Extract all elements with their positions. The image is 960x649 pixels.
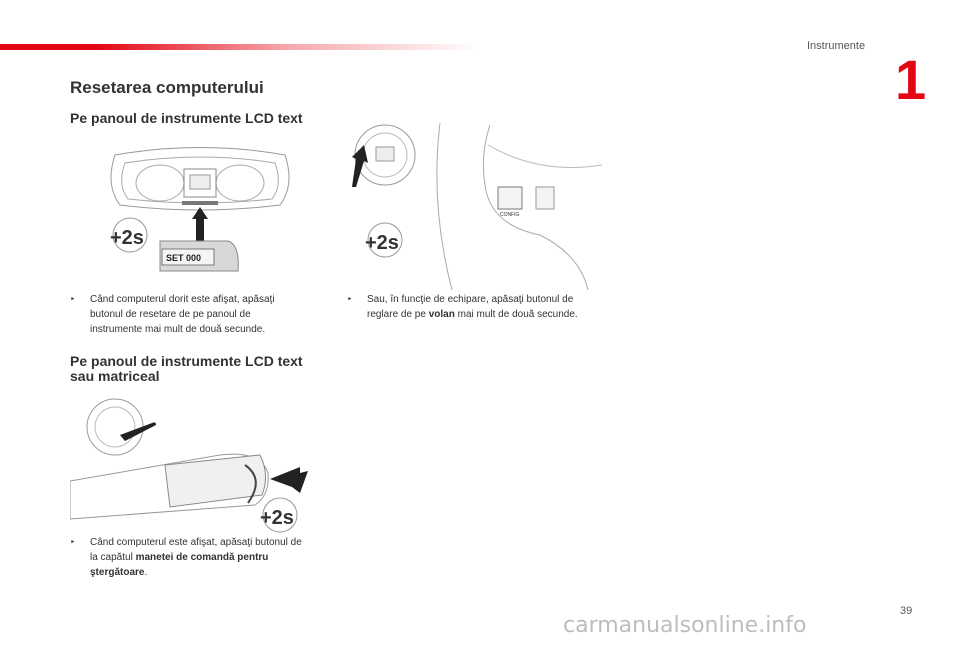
pointer-arrow-icon [192,207,208,241]
timer-2s-label: +2s [110,227,144,249]
instruction-text: Sau, în funcţie de echipare, apăsaţi butonul de reglare de pe volan mai mult de două secunde. [367,294,578,320]
instruction-lcd-text [70,292,305,337]
steering-wheel-figure [340,115,605,293]
section-heading-lcd-matrix: Pe panoul de instrumente LCD text sau matriceal [70,353,303,384]
instruction-text: Când computerul dorit este afişat, apăsaţi butonul de resetare de pe panoul de instrumente mai mult de două secunde. [90,294,275,335]
timer-2s-label: +2s [365,232,399,254]
config-label: CONFIG [500,212,520,218]
section-heading-lcd-text: Pe panoul de instrumente LCD text [70,110,303,126]
pointer-arrow-icon [270,467,308,493]
bullet-arrow-icon: ‣ [70,294,76,304]
instruction-wiper-stalk [70,535,305,580]
page-number: 39 [900,605,913,617]
instrument-panel-figure [100,145,300,285]
set-display: SET 000 [166,253,202,263]
timer-2s-label: +2s [260,507,294,529]
wiper-stalk-figure [70,395,310,535]
header-accent-bar [0,44,480,50]
bullet-arrow-icon: ‣ [347,294,353,304]
watermark: carmanualsonline.info [563,613,807,638]
page-title: Resetarea computerului [70,78,264,97]
instruction-text: Când computerul este afişat, apăsaţi butonul de la capătul manetei de comandă pentru ştergătoare. [90,537,302,578]
chapter-number: 1 [895,48,927,111]
instruction-steering-wheel [347,292,602,322]
section-label: Instrumente [807,40,866,52]
bullet-arrow-icon: ‣ [70,537,76,547]
